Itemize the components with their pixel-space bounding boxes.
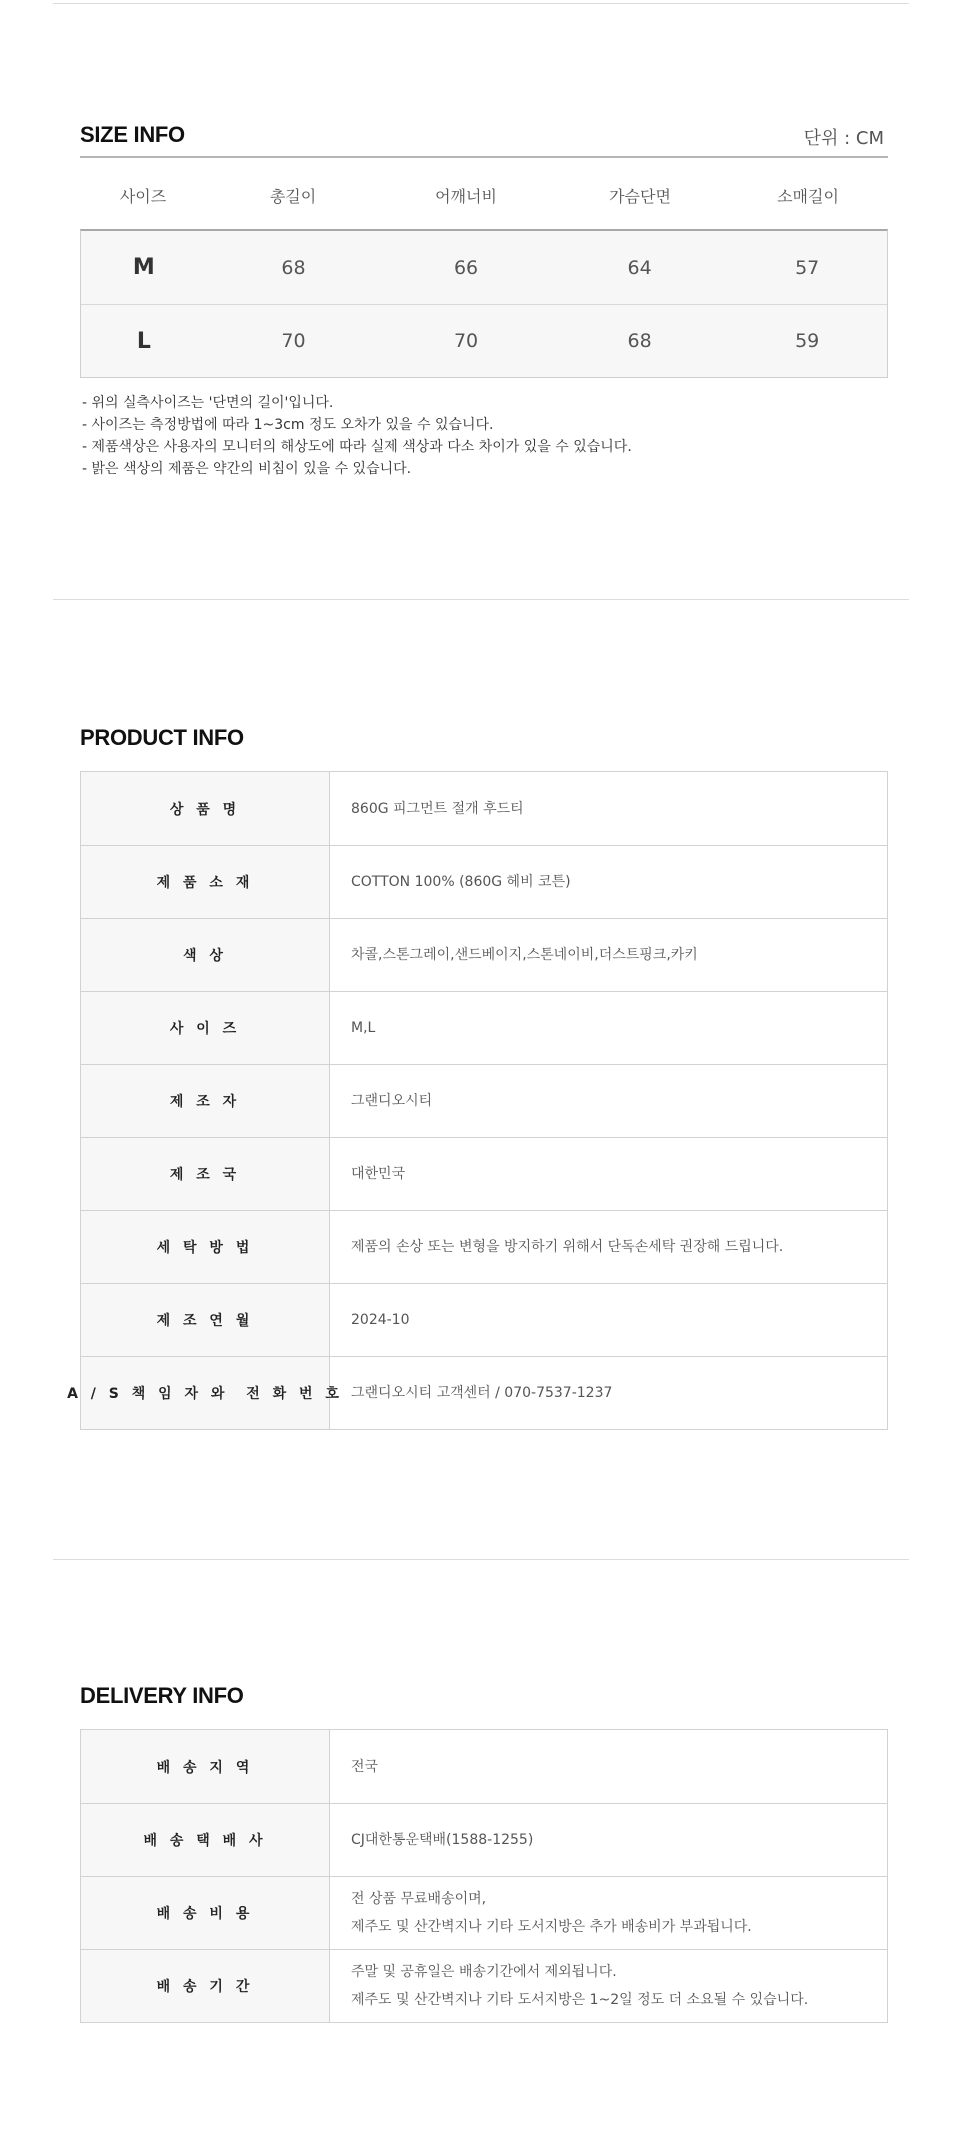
size-cell: 59 [795, 330, 820, 352]
product-info-row [81, 1137, 887, 1210]
delivery-info-label: 배 송 비 용 [81, 1877, 330, 1949]
country-text: 대한민국 [351, 1166, 406, 1182]
delivery-info-value [330, 1730, 887, 1803]
product-info-value [330, 1138, 887, 1210]
product-info-label: 제 조 연 월 [81, 1284, 330, 1356]
size-text: M,L [351, 1020, 376, 1036]
size-notes [82, 392, 632, 480]
size-cell: 68 [627, 330, 652, 352]
color-text: 차콜,스톤그레이,샌드베이지,스톤네이비,더스트핑크,카키 [351, 947, 698, 963]
product-info-row [81, 918, 887, 991]
size-info-title: SIZE INFO [80, 122, 185, 147]
product-info-row [81, 772, 887, 845]
product-info-value [330, 1357, 887, 1429]
delivery-line: 제주도 및 산간벽지나 기타 도서지방은 1~2일 정도 더 소요될 수 있습니다. [351, 1992, 809, 2008]
size-col-header: 사이즈 [119, 186, 167, 206]
delivery-line: CJ대한통운택배(1588-1255) [351, 1832, 534, 1848]
section-divider [53, 1559, 909, 1560]
size-cell: L [136, 328, 151, 354]
size-table [80, 229, 888, 378]
product-name-text: 860G 피그먼트 절개 후드티 [351, 800, 524, 817]
manufacture-date-text: 2024-10 [351, 1312, 410, 1328]
product-info-label: A / S 책 임 자 와 전 화 번 호 [81, 1357, 330, 1429]
material-text: COTTON 100% (860G 헤비 코튼) [351, 874, 571, 890]
delivery-info-row [81, 1949, 887, 2022]
size-col-header: 총길이 [269, 186, 317, 206]
size-cell: 70 [453, 330, 479, 352]
delivery-line: 제주도 및 산간벽지나 기타 도서지방은 추가 배송비가 부과됩니다. [351, 1919, 752, 1935]
section-divider [53, 599, 909, 600]
product-info-value [330, 772, 887, 845]
size-cell: M [132, 255, 155, 280]
delivery-info-row [81, 1876, 887, 1949]
size-col-header: 소매길이 [777, 186, 839, 206]
delivery-info-table [80, 1729, 888, 2023]
product-info-label: 색 상 [81, 919, 330, 991]
product-info-value [330, 1211, 887, 1283]
product-info-value [330, 1065, 887, 1137]
delivery-info-value [330, 1804, 887, 1876]
delivery-line: 전 상품 무료배송이며, [351, 1891, 487, 1907]
delivery-info-row [81, 1803, 887, 1876]
size-table-header [80, 160, 888, 230]
delivery-info-label: 배 송 지 역 [81, 1730, 330, 1803]
product-info-label: 제 품 소 재 [81, 846, 330, 918]
product-info-value [330, 992, 887, 1064]
product-info-value [330, 846, 887, 918]
product-info-row [81, 1210, 887, 1283]
size-row [81, 304, 887, 377]
product-info-label: 상 품 명 [81, 772, 330, 845]
size-cell: 68 [281, 256, 306, 279]
size-unit-label: 단위 : CM [803, 128, 884, 149]
product-info-row [81, 1283, 887, 1356]
as-contact-text: 그랜디오시티 고객센터 / 070-7537-1237 [351, 1385, 613, 1401]
delivery-line: 전국 [351, 1758, 379, 1775]
size-header-line [80, 156, 888, 158]
delivery-info-value [330, 1877, 887, 1949]
size-cell: 57 [795, 256, 820, 279]
product-info-value [330, 919, 887, 991]
size-col-header: 어깨너비 [435, 186, 497, 206]
size-cell: 66 [453, 256, 479, 279]
size-col-header: 가슴단면 [609, 186, 671, 206]
wash-method-text: 제품의 손상 또는 변형을 방지하기 위해서 단독손세탁 권장해 드립니다. [351, 1239, 784, 1255]
manufacturer-text: 그랜디오시티 [351, 1093, 433, 1109]
product-info-label: 세 탁 방 법 [81, 1211, 330, 1283]
product-info-row [67, 1356, 887, 1429]
size-note: - 제품색상은 사용자의 모니터의 해상도에 따라 실제 색상과 다소 차이가 있을 수 있습니다. [82, 439, 632, 455]
delivery-info-row [81, 1730, 887, 1803]
delivery-info-title: DELIVERY INFO [80, 1683, 244, 1708]
product-info-label: 제 조 자 [81, 1065, 330, 1137]
delivery-line: 주말 및 공휴일은 배송기간에서 제외됩니다. [351, 1964, 617, 1980]
product-info-label: 제 조 국 [81, 1138, 330, 1210]
size-cell: 64 [627, 256, 652, 279]
top-divider [53, 3, 909, 4]
delivery-info-label: 배 송 택 배 사 [81, 1804, 330, 1876]
product-info-row [81, 845, 887, 918]
size-row [81, 231, 887, 304]
product-info-title: PRODUCT INFO [80, 725, 244, 750]
size-note: - 위의 실측사이즈는 '단면의 길이'입니다. [82, 395, 334, 411]
size-note: - 사이즈는 측정방법에 따라 1~3cm 정도 오차가 있을 수 있습니다. [82, 417, 494, 433]
size-cell: 70 [281, 330, 306, 352]
delivery-info-value [330, 1950, 887, 2022]
product-info-label: 사 이 즈 [81, 992, 330, 1064]
delivery-info-label: 배 송 기 간 [81, 1950, 330, 2022]
product-info-row [81, 991, 887, 1064]
product-info-row [81, 1064, 887, 1137]
product-info-value [330, 1284, 887, 1356]
product-info-table [67, 771, 888, 1430]
size-note: - 밝은 색상의 제품은 약간의 비침이 있을 수 있습니다. [82, 461, 412, 477]
